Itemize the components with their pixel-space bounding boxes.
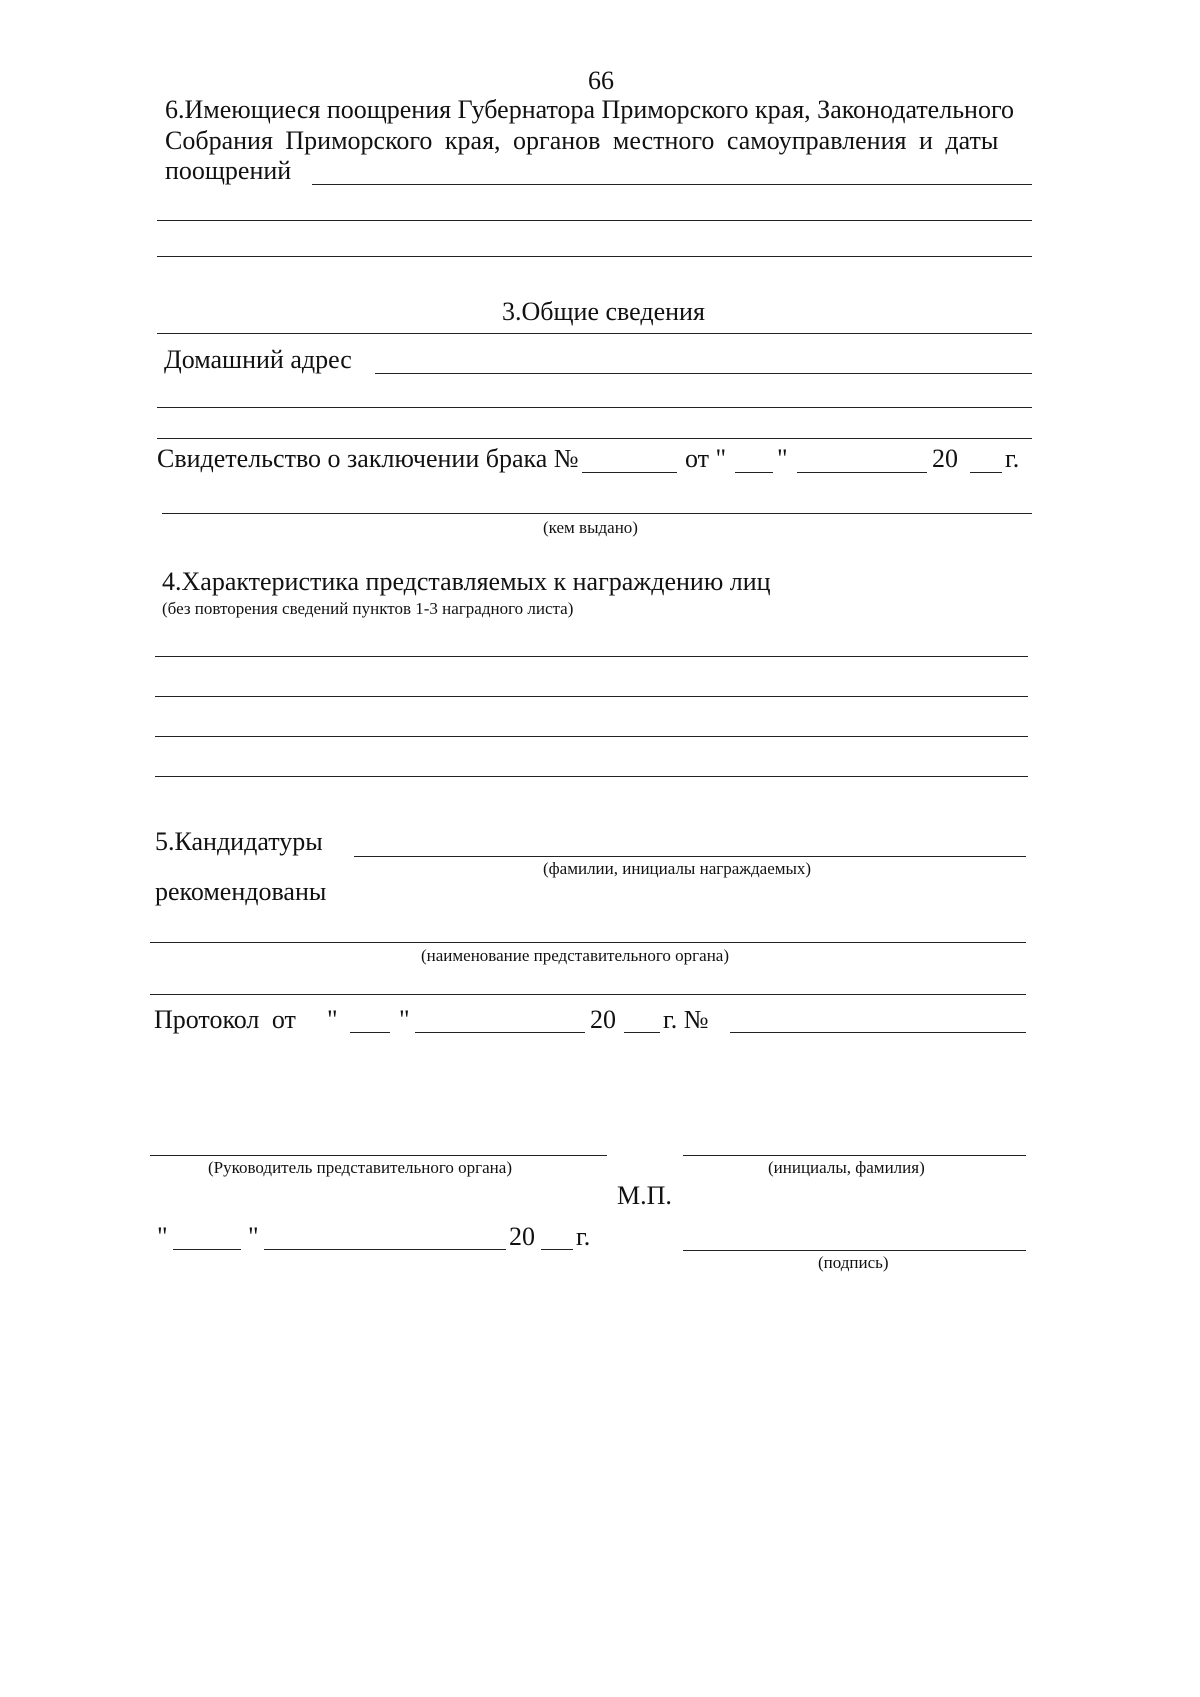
characteristic-field-line[interactable]	[155, 696, 1028, 697]
section3-title: 3.Общие сведения	[502, 297, 705, 326]
awards-field-line[interactable]	[157, 256, 1032, 257]
section6-line1: 6.Имеющиеся поощрения Губернатора Приморского края, Законодательного	[165, 95, 1014, 124]
characteristic-field-line[interactable]	[155, 736, 1028, 737]
protocol-number-field[interactable]	[730, 1032, 1026, 1033]
marriage-from-label: от "	[685, 444, 727, 473]
home-address-field[interactable]	[375, 373, 1032, 374]
sign-date-month-field[interactable]	[264, 1249, 506, 1250]
protocol-quote-close: "	[399, 1005, 410, 1034]
marriage-number-field[interactable]	[582, 472, 677, 473]
home-address-field[interactable]	[157, 438, 1032, 439]
sign-date-day-field[interactable]	[173, 1249, 241, 1250]
protocol-label: Протокол от	[154, 1005, 296, 1034]
head-caption: (Руководитель представительного органа)	[208, 1158, 512, 1177]
marriage-year-field[interactable]	[970, 472, 1002, 473]
issued-by-caption: (кем выдано)	[543, 518, 638, 537]
marriage-year-suffix: г.	[1005, 444, 1020, 473]
sign-date-quote-close: "	[248, 1222, 259, 1251]
characteristic-field-line[interactable]	[155, 776, 1028, 777]
candidates-names-field[interactable]	[354, 856, 1026, 857]
protocol-number-label: г. №	[663, 1005, 709, 1034]
page-number: 66	[588, 66, 614, 95]
protocol-month-field[interactable]	[415, 1032, 585, 1033]
recommended-label: рекомендованы	[155, 877, 327, 906]
signature-caption: (подпись)	[818, 1253, 889, 1272]
representative-body-caption: (наименование представительного органа)	[421, 946, 729, 965]
characteristic-field-line[interactable]	[155, 656, 1028, 657]
section6-line2: Собрания Приморского края, органов местного самоуправления и даты	[165, 126, 999, 155]
initials-field[interactable]	[683, 1155, 1026, 1156]
initials-caption: (инициалы, фамилия)	[768, 1158, 925, 1177]
sign-date-year-suffix: г.	[576, 1222, 591, 1251]
protocol-year-field[interactable]	[624, 1032, 660, 1033]
candidates-label: 5.Кандидатуры	[155, 827, 323, 856]
protocol-day-field[interactable]	[350, 1032, 390, 1033]
marriage-issued-by-field[interactable]	[162, 513, 1032, 514]
marriage-quote-close: "	[777, 444, 788, 473]
candidates-names-caption: (фамилии, инициалы награждаемых)	[543, 859, 812, 878]
marriage-day-field[interactable]	[735, 472, 773, 473]
divider-line	[157, 333, 1032, 334]
protocol-year-prefix: 20	[590, 1005, 616, 1034]
section6-line3: поощрений	[165, 156, 292, 185]
signature-field[interactable]	[683, 1250, 1026, 1251]
awards-field-line[interactable]	[157, 220, 1032, 221]
sign-date-quote-open: "	[157, 1222, 168, 1251]
stamp-place-label: М.П.	[617, 1181, 672, 1210]
sign-date-year-prefix: 20	[509, 1222, 535, 1251]
marriage-month-field[interactable]	[797, 472, 927, 473]
sign-date-year-field[interactable]	[541, 1249, 573, 1250]
representative-body-field[interactable]	[150, 942, 1026, 943]
head-signature-field[interactable]	[150, 1155, 607, 1156]
marriage-certificate-label: Свидетельство о заключении брака №	[157, 444, 579, 473]
representative-body-field[interactable]	[150, 994, 1026, 995]
home-address-label: Домашний адрес	[164, 345, 352, 374]
home-address-field[interactable]	[157, 407, 1032, 408]
marriage-year-prefix: 20	[932, 444, 958, 473]
protocol-quote-open: "	[327, 1005, 338, 1034]
section4-title: 4.Характеристика представляемых к награждению лиц	[162, 567, 771, 596]
awards-field-line[interactable]	[312, 184, 1032, 185]
section4-subtitle: (без повторения сведений пунктов 1-3 наградного листа)	[162, 599, 574, 618]
